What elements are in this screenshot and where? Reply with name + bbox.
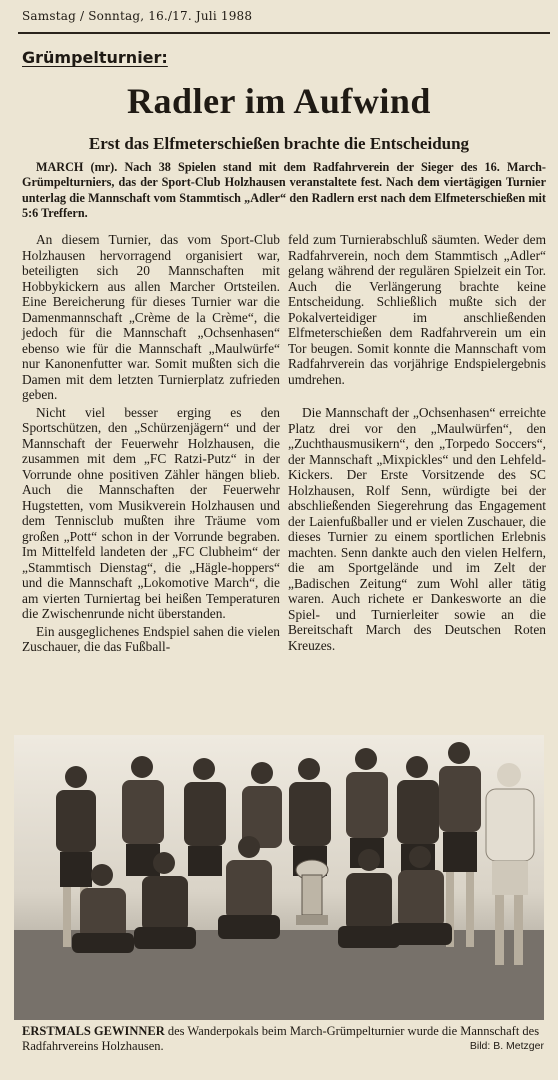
headline: Radler im Aufwind [127,81,431,121]
team-photo [14,735,544,1020]
dateline: Samstag / Sonntag, 16./17. Juli 1988 [22,9,253,23]
lead-paragraph: MARCH (mr). Nach 38 Spielen stand mit dem Radfahrverein der Sieger des 16. March-Grümpelturniers, das der Sport-Club Holzhausen veranstaltete fest. Nach dem viertägigen Turnier unterlag die Mannschaft vom Stammtisch „Adler“ den Radlern erst nach dem Elfmeterschießen mit 5:6 Treffern. [22,160,546,221]
paragraph: An diesem Turnier, das vom Sport-Club Holzhausen hervorragend organisiert war, beteiligten sich 20 Mannschaften mit Hobbykickern aus allen Marcher Ortsteilen. Eine Bereicherung für dieses Turnier war die Damenmannschaft „Crème de la Crème“, die jedoch für die Mannschaft „Ochsenhasen“ ebenso wie für die Mannschaft „Maulwürfe“ nur Kanonenfutter war. Somit mußten sich die Damen mit dem letzten Turnierplatz zufrieden geben. [22,232,280,402]
paragraph: feld zum Turnierabschluß säumten. Weder dem Radfahrverein, noch dem Stammtisch „Adler“ gelang während der regulären Spielzeit ein Tor. Auch die Verlängerung brachte keine Entscheidung. Schließlich mußte sich der Pokalverteidiger im anschließenden Elfmeterschießen dem Radfahrverein um ein Tor beugen. Somit konnte die Mannschaft vom Radfahrverein das vorjährige Endspielergebnis umdrehen. [288,232,546,387]
section-kicker: Grümpelturnier: [22,48,168,67]
photo-credit: Bild: B. Metzger [469,1040,544,1052]
paragraph: Ein ausgeglichenes Endspiel sahen die vielen Zuschauer, die das Fußball- [22,623,280,654]
paragraph: Nicht viel besser erging es den Sportschützen, den „Schürzenjägern“ und der Mannschaft der Feuerwehr Holzhausen, die zusammen mit dem „FC Ratzi-Putz“ in der Vorrunde ohne positiven Zähler hängen blieb. Auch die Mannschaften der Feuerwehr Hugstetten, vom Musikverein Holzhausen und dem Tennisclub mußten ihre Träume vom großen „Pott“ schon in der Vorrunde begraben. Im Mittelfeld landeten der „FC Clubheim“ der „Stammtisch Dienstag“, die „Hägle-hoppers“ und die Mannschaft „Lokomotive March“, die am vierten Turniertag bei heißen Temperaturen die Zwischenrunde nicht überstanden. [22,404,280,621]
caption-lead: ERSTMALS GEWINNER [22,1024,165,1038]
caption-text: des Wanderpokals beim March-Grümpelturnier wurde die Mannschaft des Radfahrvereins Holzhausen. [22,1024,540,1053]
paragraph: Die Mannschaft der „Ochsenhasen“ erreichte Platz drei vor den „Maulwürfen“, den „Zuchthausmusikern“, den „Torpedo Soccers“, der Mannschaft „Mixpickles“ und den Lehfeld-Kickers. Der Erste Vorsitzende des SC Holzhausen, Rolf Senn, würdigte bei der abschließenden Siegerehrung das Engagement der Laienfußballer und er vielen Zuschauer, die dieses Turnier zu einem sportlichen Erlebnis machten. Senn dankte auch den vielen Helfern, die am Sportgelände und im Zelt der „Badischen Zeitung“ zum Wohl aller tätig waren. Auch richete er Dankesworte an die Spiel- und Turnierleiter sowie an die Bereitschaft March des Deutschen Roten Kreuzes. [288,405,546,653]
subheadline: Erst das Elfmeterschießen brachte die Entscheidung [88,134,470,153]
header-rule [18,32,550,34]
photo-caption [22,1024,546,1054]
article-column-left [22,232,280,655]
article-column-right [288,232,546,653]
